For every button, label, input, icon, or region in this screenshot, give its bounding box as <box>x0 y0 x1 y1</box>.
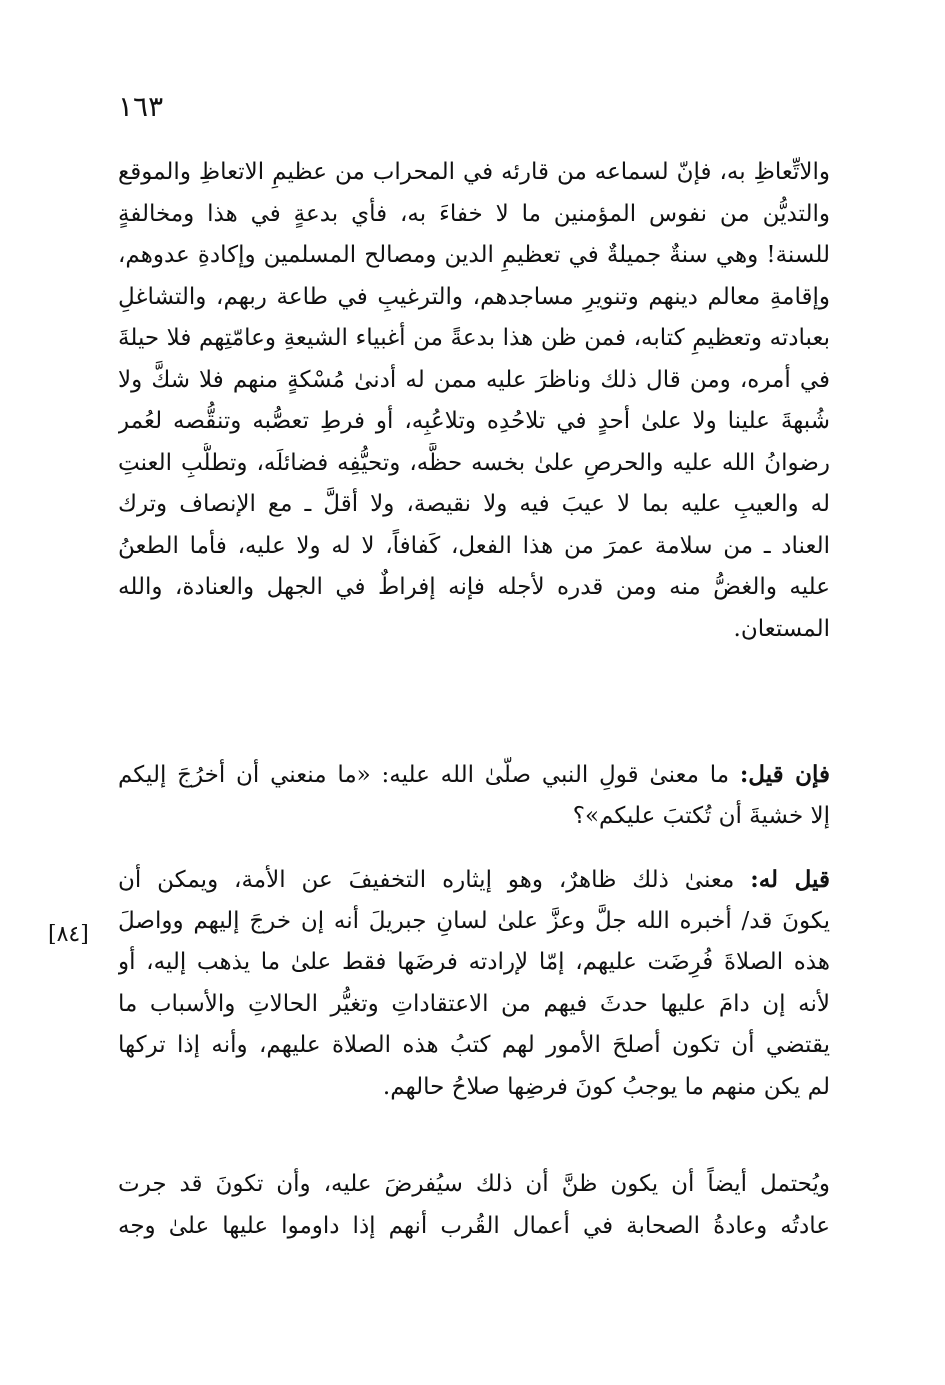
text-line: وإقامةِ معالم دينهم وتنويرِ مساجدهم، والترغيبِ في طاعة ربهم، والتشاغلِ <box>118 283 830 310</box>
text-line: يقتضي أن تكون أصلحَ الأمور لهم كتبُ هذه الصلاة عليهم، وأنه إذا تركها <box>118 1032 830 1058</box>
text-line: شُبهةَ علينا ولا علىٰ أحدٍ في تلاحُدِه وتلاعُبِه، أو فرطِ تعصُّبه وتنقُّصه لعُمر <box>118 408 830 434</box>
text-line: يكونَ قد/ أخبره الله جلَّ وعزَّ علىٰ لسانِ جبريلَ أنه إن خرجَ إليهم وواصلَ <box>118 907 830 934</box>
text-line: والتديُّن من نفوس المؤمنين ما لا خفاءَ به، فأي بدعةٍ في هذا ومخالفةٍ <box>118 200 830 227</box>
paragraph-2 <box>118 754 830 837</box>
text-line: عادتُه وعادةُ الصحابة في أعمال القُرب أنهم إذا داوموا عليها علىٰ وجه <box>118 1212 830 1239</box>
text-line: رضوانُ الله عليه والحرصِ علىٰ بخسه حظَّه، وتحيُّفِه فضائلَه، وتطلُّبِ العنتِ <box>118 449 830 476</box>
text-line: المستعان. <box>733 615 830 642</box>
page-number: ١٦٣ <box>118 90 164 123</box>
text-line-rest: ما معنىٰ قولِ النبي صلّىٰ الله عليه: «ما منعني أن أخرُجَ إليكم <box>118 762 730 788</box>
text-line: إلا خشيةَ أن تُكتبَ عليكم»؟ <box>572 802 830 829</box>
paragraph-lead: قيل له: <box>750 866 830 893</box>
paragraph-1 <box>118 152 830 650</box>
text-line: بعبادته وتعظيمِ كتابه، فمن ظن هذا بدعةً من أغبياء الشيعةِ وعامّتِهم فلا حيلةَ <box>118 325 830 351</box>
text-line: في أمره، ومن قال ذلك وناظرَ عليه ممن له أدنىٰ مُسْكةٍ منهم فلا شكَّ ولا <box>118 366 830 393</box>
paragraph-4 <box>118 1164 830 1247</box>
text-line: له والعيبِ عليه بما لا عيبَ فيه ولا نقيصة، ولا أقلَّ ـ مع الإنصاف وترك <box>118 491 830 517</box>
text-line: والاتِّعاظِ به، فإنّ لسماعه من قارئه في المحراب من عظيمِ الاتعاظِ والموقع <box>118 159 830 185</box>
text-line: لأنه إن دامَ عليها حدثَ فيهم من الاعتقاداتِ وتغيُّر الحالاتِ والأسباب ما <box>118 990 830 1017</box>
margin-note: [٨٤] <box>48 922 89 947</box>
text-line: عليه والغضُّ منه ومن قدره لأجله فإنه إفراطٌ في الجهل والعنادة، والله <box>118 574 830 600</box>
paragraph-3 <box>118 859 830 1108</box>
text-line: للسنة! وهي سنةٌ جميلةٌ في تعظيمِ الدين ومصالح المسلمين وإكادةِ عدوهم، <box>118 242 830 268</box>
text-line-rest: معنىٰ ذلك ظاهرٌ، وهو إيثاره التخفيفَ عن الأمة، ويمكن أن <box>118 867 735 893</box>
text-line: هذه الصلاةَ فُرِضَت عليهم، إمّا لإرادته فرضَها فقط علىٰ ما يذهب إليه، أو <box>118 949 830 975</box>
paragraph-lead: فإن قيل: <box>739 761 830 788</box>
text-line <box>118 859 830 901</box>
text-line <box>118 754 830 796</box>
text-line: لم يكن منهم ما يوجبُ كونَ فرضِها صلاحُ حالهم. <box>382 1073 830 1100</box>
text-line: ويُحتمل أيضاً أن يكون ظنَّ أن ذلك سيُفرضَ عليه، وأن تكونَ قد جرت <box>118 1171 830 1197</box>
text-line: العناد ـ من سلامة عمرَ من هذا الفعل، كَفافاً، لا له ولا عليه، فأما الطعنُ <box>118 532 830 559</box>
